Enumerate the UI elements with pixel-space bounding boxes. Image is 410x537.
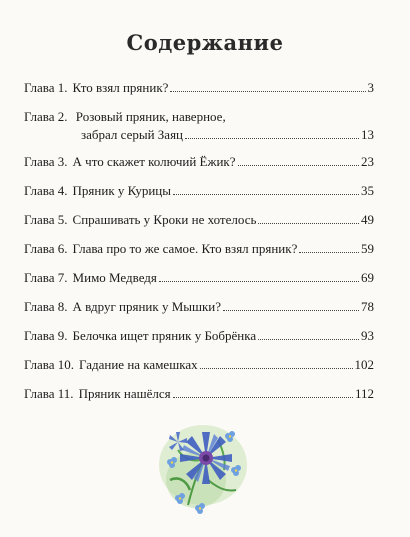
chapter-number: Глава 8. — [24, 299, 68, 314]
toc-entry[interactable] — [24, 80, 374, 95]
chapter-title: Белочка ищет пряник у Бобрёнка — [72, 328, 257, 343]
chapter-title: Глава про то же самое. Кто взял пряник? — [72, 241, 298, 256]
page-number: 3 — [367, 80, 374, 95]
page-number: 35 — [361, 183, 374, 198]
chapter-number: Глава 11. — [24, 386, 74, 401]
chapter-title: Гадание на камешках — [79, 357, 198, 372]
page-number: 112 — [354, 386, 374, 401]
toc-entry[interactable] — [24, 270, 374, 285]
chapter-title: Пряник у Курицы — [72, 183, 171, 198]
page-number: 93 — [361, 328, 374, 343]
chapter-title: Мимо Медведя — [72, 270, 157, 285]
toc-entry[interactable] — [24, 241, 374, 256]
chapter-number: Глава 2. — [24, 109, 68, 124]
chapter-number: Глава 9. — [24, 328, 68, 343]
dot-leader — [170, 91, 365, 92]
chapter-number: Глава 5. — [24, 212, 68, 227]
dot-leader — [258, 339, 359, 340]
dot-leader — [258, 223, 359, 224]
dot-leader — [173, 397, 353, 398]
chapter-title: А вдруг пряник у Мышки? — [72, 299, 222, 314]
chapter-number: Глава 7. — [24, 270, 68, 285]
chapter-number: Глава 6. — [24, 241, 68, 256]
toc-entry[interactable] — [24, 357, 374, 372]
toc-entry-line — [24, 127, 374, 142]
page-number: 78 — [361, 299, 374, 314]
page-number: 49 — [361, 212, 374, 227]
chapter-title: Пряник нашёлся — [78, 386, 171, 401]
page-number: 23 — [361, 154, 374, 169]
chapter-title-continued: забрал серый Заяц — [81, 127, 184, 142]
chapter-title: Спрашивать у Кроки не хотелось — [72, 212, 257, 227]
dot-leader — [185, 138, 359, 139]
dot-leader — [200, 368, 353, 369]
chapter-title: Кто взял пряник? — [72, 80, 169, 95]
cornflower-illustration — [148, 410, 258, 530]
chapter-title: Розовый пряник, наверное, — [75, 109, 226, 124]
chapter-title: А что скажет колючий Ёжик? — [72, 154, 236, 169]
page-number: 102 — [354, 357, 374, 372]
dot-leader — [299, 252, 359, 253]
chapter-number: Глава 3. — [24, 154, 68, 169]
dot-leader — [223, 310, 359, 311]
dot-leader — [159, 281, 359, 282]
toc-entry[interactable] — [24, 386, 374, 401]
toc-entry[interactable] — [24, 183, 374, 198]
toc-entry-line — [24, 109, 374, 124]
page-title: Содержание — [126, 30, 284, 55]
toc-entry[interactable] — [24, 109, 374, 142]
toc-entry[interactable] — [24, 299, 374, 314]
dot-leader — [173, 194, 359, 195]
page-number: 59 — [361, 241, 374, 256]
toc-entry[interactable] — [24, 328, 374, 343]
toc-list — [24, 80, 374, 401]
chapter-number: Глава 4. — [24, 183, 68, 198]
toc-entry[interactable] — [24, 212, 374, 227]
dot-leader — [238, 165, 359, 166]
page-number: 69 — [361, 270, 374, 285]
chapter-number: Глава 1. — [24, 80, 68, 95]
page-number: 13 — [361, 127, 374, 142]
toc-entry[interactable] — [24, 154, 374, 169]
chapter-number: Глава 10. — [24, 357, 75, 372]
